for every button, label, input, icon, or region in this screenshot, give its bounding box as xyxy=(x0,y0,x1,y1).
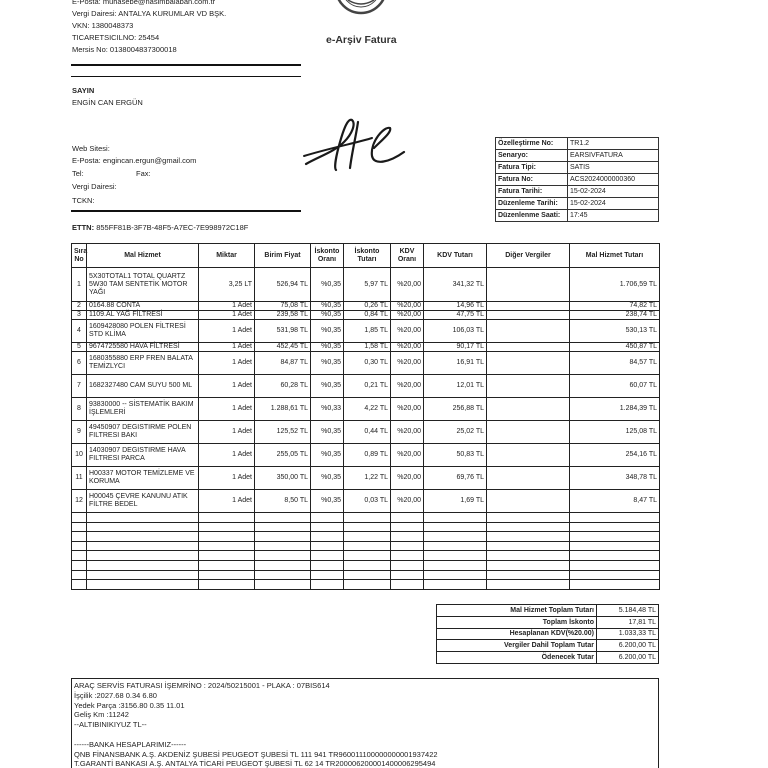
cell-other xyxy=(487,311,570,320)
column-header: Mal Hizmet xyxy=(87,244,199,268)
empty-cell xyxy=(487,580,570,590)
empty-cell xyxy=(72,522,87,532)
empty-cell xyxy=(311,560,344,570)
meta-value: 15-02-2024 xyxy=(568,198,659,210)
empty-cell xyxy=(199,541,255,551)
invoice-notes xyxy=(71,678,659,768)
buyer-tax-office: Vergi Dairesi: xyxy=(72,182,117,191)
cell-name: 1109.AL YAĞ FİLTRESİ xyxy=(87,311,199,320)
empty-cell xyxy=(255,551,311,561)
cell-disc-rate: %0,35 xyxy=(311,490,344,513)
meta-label: Düzenlenme Saati: xyxy=(496,210,568,222)
totals-label: Toplam İskonto xyxy=(437,616,597,628)
note-line: Geliş Km :11242 xyxy=(74,710,129,720)
cell-total: 254,16 TL xyxy=(570,444,660,467)
column-header: Mal Hizmet Tutarı xyxy=(570,244,660,268)
empty-row xyxy=(72,513,660,523)
cell-disc: 0,26 TL xyxy=(344,302,391,311)
cell-disc-rate: %0,35 xyxy=(311,375,344,398)
cell-qty: 1 Adet xyxy=(199,320,255,343)
cell-vat: 25,02 TL xyxy=(424,421,487,444)
cell-vat-rate: %20,00 xyxy=(391,467,424,490)
empty-cell xyxy=(487,522,570,532)
divider xyxy=(71,76,301,77)
cell-no: 5 xyxy=(72,343,87,352)
empty-cell xyxy=(487,513,570,523)
empty-cell xyxy=(87,580,199,590)
meta-value: EARSIVFATURA xyxy=(568,150,659,162)
cell-vat: 12,01 TL xyxy=(424,375,487,398)
empty-cell xyxy=(72,541,87,551)
cell-other xyxy=(487,444,570,467)
column-header: Miktar xyxy=(199,244,255,268)
cell-disc-rate: %0,35 xyxy=(311,268,344,302)
cell-total: 348,78 TL xyxy=(570,467,660,490)
meta-row xyxy=(496,138,659,150)
cell-qty: 1 Adet xyxy=(199,343,255,352)
note-line: ARAÇ SERVİS FATURASI İŞEMRİNO : 2024/50215001 - PLAKA : 07BIS614 xyxy=(74,681,330,690)
table-row xyxy=(72,302,660,311)
cell-disc-rate: %0,35 xyxy=(311,343,344,352)
empty-cell xyxy=(487,532,570,542)
divider xyxy=(71,210,301,212)
cell-disc: 4,22 TL xyxy=(344,398,391,421)
totals-label: Vergiler Dahil Toplam Tutar xyxy=(437,640,597,652)
cell-price: 60,28 TL xyxy=(255,375,311,398)
cell-total: 530,13 TL xyxy=(570,320,660,343)
cell-qty: 1 Adet xyxy=(199,490,255,513)
meta-value: 15-02-2024 xyxy=(568,186,659,198)
cell-vat-rate: %20,00 xyxy=(391,398,424,421)
empty-cell xyxy=(311,541,344,551)
meta-label: Senaryo: xyxy=(496,150,568,162)
cell-name: 9674725580 HAVA FİLTRESİ xyxy=(87,343,199,352)
empty-cell xyxy=(87,541,199,551)
cell-name: H00337 MOTOR TEMİZLEME VE KORUMA xyxy=(87,467,199,490)
cell-other xyxy=(487,375,570,398)
cell-price: 452,45 TL xyxy=(255,343,311,352)
cell-qty: 1 Adet xyxy=(199,375,255,398)
cell-vat: 69,76 TL xyxy=(424,467,487,490)
empty-cell xyxy=(199,551,255,561)
buyer-greeting: SAYIN xyxy=(72,86,95,95)
meta-label: Fatura Tarihi: xyxy=(496,186,568,198)
cell-price: 8,50 TL xyxy=(255,490,311,513)
cell-disc-rate: %0,35 xyxy=(311,467,344,490)
empty-cell xyxy=(87,532,199,542)
totals-value: 5.184,48 TL xyxy=(597,605,659,617)
cell-name: 5X30TOTAL1 TOTAL QUARTZ 5W30 TAM SENTETİK MOTOR YAĞI xyxy=(87,268,199,302)
empty-cell xyxy=(72,570,87,580)
empty-cell xyxy=(72,551,87,561)
empty-cell xyxy=(311,513,344,523)
cell-vat: 14,96 TL xyxy=(424,302,487,311)
totals-label: Mal Hizmet Toplam Tutarı xyxy=(437,605,597,617)
empty-cell xyxy=(391,570,424,580)
cell-qty: 1 Adet xyxy=(199,302,255,311)
note-line: Yedek Parça :3156.80 0.35 11.01 xyxy=(74,700,185,710)
empty-cell xyxy=(255,570,311,580)
empty-cell xyxy=(255,532,311,542)
empty-cell xyxy=(344,580,391,590)
empty-cell xyxy=(424,570,487,580)
table-row xyxy=(72,320,660,343)
empty-cell xyxy=(424,522,487,532)
empty-row xyxy=(72,532,660,542)
seller-trade-registry: TICARETSICILNO: 25454 xyxy=(72,33,160,42)
meta-value: SATIS xyxy=(568,162,659,174)
cell-vat: 106,03 TL xyxy=(424,320,487,343)
seller-tax-office: Vergi Dairesi: ANTALYA KURUMLAR VD BŞK. xyxy=(72,9,227,18)
empty-cell xyxy=(344,560,391,570)
totals-value: 6.200,00 TL xyxy=(597,652,659,664)
cell-vat: 1,69 TL xyxy=(424,490,487,513)
seller-mersis: Mersis No: 0138004837300018 xyxy=(72,45,177,54)
column-header: KDV Tutarı xyxy=(424,244,487,268)
seller-email: E-Posta: muhasebe@nasimbalaban.com.tr xyxy=(72,0,216,6)
cell-disc: 0,84 TL xyxy=(344,311,391,320)
empty-cell xyxy=(570,551,660,561)
seller-vkn: VKN: 1380048373 xyxy=(72,21,134,30)
column-header: KDV Oranı xyxy=(391,244,424,268)
cell-price: 125,52 TL xyxy=(255,421,311,444)
empty-cell xyxy=(570,541,660,551)
meta-row xyxy=(496,198,659,210)
table-row xyxy=(72,398,660,421)
meta-label: Fatura No: xyxy=(496,174,568,186)
totals-row xyxy=(437,652,659,664)
cell-name: 1609428080 POLEN FİLTRESİ STD KLİMA xyxy=(87,320,199,343)
cell-other xyxy=(487,268,570,302)
cell-vat-rate: %20,00 xyxy=(391,311,424,320)
cell-disc-rate: %0,35 xyxy=(311,311,344,320)
empty-cell xyxy=(344,513,391,523)
empty-cell xyxy=(424,532,487,542)
table-row xyxy=(72,343,660,352)
empty-cell xyxy=(424,580,487,590)
cell-other xyxy=(487,320,570,343)
cell-total: 125,08 TL xyxy=(570,421,660,444)
totals-label: Ödenecek Tutar xyxy=(437,652,597,664)
empty-cell xyxy=(344,522,391,532)
column-header: Sıra No xyxy=(72,244,87,268)
cell-name: 14030907 DEGISTIRME HAVA FILTRESI PARCA xyxy=(87,444,199,467)
meta-label: Özelleştirme No: xyxy=(496,138,568,150)
empty-cell xyxy=(199,532,255,542)
cell-disc: 0,89 TL xyxy=(344,444,391,467)
empty-cell xyxy=(344,532,391,542)
invoice-meta-table xyxy=(495,137,659,222)
cell-qty: 1 Adet xyxy=(199,444,255,467)
cell-vat-rate: %20,00 xyxy=(391,343,424,352)
empty-cell xyxy=(199,513,255,523)
empty-cell xyxy=(199,580,255,590)
empty-cell xyxy=(255,560,311,570)
empty-cell xyxy=(487,570,570,580)
cell-disc-rate: %0,35 xyxy=(311,320,344,343)
empty-cell xyxy=(255,513,311,523)
cell-vat-rate: %20,00 xyxy=(391,375,424,398)
meta-row xyxy=(496,162,659,174)
cell-no: 10 xyxy=(72,444,87,467)
cell-no: 11 xyxy=(72,467,87,490)
table-row xyxy=(72,268,660,302)
empty-cell xyxy=(199,522,255,532)
empty-cell xyxy=(570,513,660,523)
empty-cell xyxy=(570,532,660,542)
empty-cell xyxy=(87,560,199,570)
empty-cell xyxy=(87,551,199,561)
cell-other xyxy=(487,343,570,352)
document-title: e-Arşiv Fatura xyxy=(326,34,397,46)
cell-no: 12 xyxy=(72,490,87,513)
empty-row xyxy=(72,522,660,532)
buyer-web: Web Sitesi: xyxy=(72,144,110,153)
cell-price: 350,00 TL xyxy=(255,467,311,490)
cell-total: 60,07 TL xyxy=(570,375,660,398)
cell-no: 1 xyxy=(72,268,87,302)
empty-row xyxy=(72,570,660,580)
cell-price: 1.288,61 TL xyxy=(255,398,311,421)
cell-qty: 1 Adet xyxy=(199,352,255,375)
cell-qty: 1 Adet xyxy=(199,311,255,320)
cell-total: 1.284,39 TL xyxy=(570,398,660,421)
ettn: ETTN: 855FF81B-3F7B-48F5-A7EC-7E998972C18F xyxy=(72,223,249,232)
empty-row xyxy=(72,541,660,551)
empty-cell xyxy=(344,541,391,551)
note-line xyxy=(74,730,656,740)
note-line: T.GARANTİ BANKASI A.Ş. ANTALYA TİCARİ PEUGEOT ŞUBESİ TL 62 14 TR200006200001400006295494 xyxy=(74,759,436,768)
empty-cell xyxy=(391,541,424,551)
meta-value: ACS2024000000360 xyxy=(568,174,659,186)
empty-row xyxy=(72,560,660,570)
empty-cell xyxy=(311,522,344,532)
empty-cell xyxy=(487,541,570,551)
meta-row xyxy=(496,150,659,162)
empty-cell xyxy=(570,580,660,590)
meta-row xyxy=(496,210,659,222)
cell-qty: 1 Adet xyxy=(199,421,255,444)
cell-no: 4 xyxy=(72,320,87,343)
cell-total: 8,47 TL xyxy=(570,490,660,513)
cell-vat-rate: %20,00 xyxy=(391,352,424,375)
empty-cell xyxy=(72,513,87,523)
empty-cell xyxy=(391,560,424,570)
cell-vat-rate: %20,00 xyxy=(391,268,424,302)
totals-value: 17,81 TL xyxy=(597,616,659,628)
empty-cell xyxy=(391,522,424,532)
buyer-tel: Tel: xyxy=(72,169,84,178)
empty-cell xyxy=(87,570,199,580)
cell-no: 7 xyxy=(72,375,87,398)
cell-qty: 3,25 LT xyxy=(199,268,255,302)
cell-price: 75,08 TL xyxy=(255,302,311,311)
cell-vat-rate: %20,00 xyxy=(391,320,424,343)
cell-disc: 5,97 TL xyxy=(344,268,391,302)
buyer-email: E-Posta: engincan.ergun@gmail.com xyxy=(72,156,197,165)
empty-cell xyxy=(255,580,311,590)
table-row xyxy=(72,311,660,320)
empty-cell xyxy=(311,570,344,580)
column-header: Diğer Vergiler xyxy=(487,244,570,268)
empty-row xyxy=(72,580,660,590)
cell-price: 239,58 TL xyxy=(255,311,311,320)
cell-name: 0164.88 CONTA xyxy=(87,302,199,311)
cell-price: 255,05 TL xyxy=(255,444,311,467)
meta-label: Fatura Tipi: xyxy=(496,162,568,174)
cell-total: 1.706,59 TL xyxy=(570,268,660,302)
empty-cell xyxy=(72,532,87,542)
cell-price: 531,98 TL xyxy=(255,320,311,343)
column-header: Birim Fiyat xyxy=(255,244,311,268)
cell-vat-rate: %20,00 xyxy=(391,302,424,311)
table-row xyxy=(72,467,660,490)
empty-cell xyxy=(487,560,570,570)
table-row xyxy=(72,375,660,398)
cell-name: H00045 ÇEVRE KANUNU ATIK FİLTRE BEDEL xyxy=(87,490,199,513)
empty-cell xyxy=(424,560,487,570)
cell-name: 93830000 -- SİSTEMATİK BAKIM İŞLEMLERİ xyxy=(87,398,199,421)
cell-vat: 16,91 TL xyxy=(424,352,487,375)
cell-other xyxy=(487,352,570,375)
cell-total: 238,74 TL xyxy=(570,311,660,320)
cell-disc: 1,85 TL xyxy=(344,320,391,343)
cell-vat: 341,32 TL xyxy=(424,268,487,302)
empty-cell xyxy=(570,522,660,532)
cell-disc-rate: %0,35 xyxy=(311,302,344,311)
totals-value: 1.033,33 TL xyxy=(597,628,659,640)
cell-price: 526,94 TL xyxy=(255,268,311,302)
cell-disc-rate: %0,33 xyxy=(311,398,344,421)
note-line: QNB FİNANSBANK A.Ş. AKDENİZ ŞUBESİ PEUGEOT ŞUBESİ TL 111 941 TR960011100000000001937422 xyxy=(74,749,438,759)
cell-name: 1682327480 CAM SUYU 500 ML xyxy=(87,375,199,398)
meta-row xyxy=(496,186,659,198)
buyer-fax: Fax: xyxy=(136,169,151,178)
divider xyxy=(71,64,301,66)
cell-other xyxy=(487,398,570,421)
cell-vat: 47,75 TL xyxy=(424,311,487,320)
cell-qty: 1 Adet xyxy=(199,398,255,421)
cell-no: 9 xyxy=(72,421,87,444)
cell-other xyxy=(487,467,570,490)
cell-disc-rate: %0,35 xyxy=(311,444,344,467)
cell-vat-rate: %20,00 xyxy=(391,421,424,444)
table-row xyxy=(72,490,660,513)
table-row xyxy=(72,444,660,467)
empty-cell xyxy=(391,580,424,590)
cell-vat: 256,88 TL xyxy=(424,398,487,421)
empty-cell xyxy=(570,570,660,580)
empty-cell xyxy=(87,522,199,532)
empty-cell xyxy=(391,532,424,542)
totals-row xyxy=(437,628,659,640)
cell-total: 84,57 TL xyxy=(570,352,660,375)
empty-cell xyxy=(255,522,311,532)
cell-other xyxy=(487,302,570,311)
meta-row xyxy=(496,174,659,186)
totals-label: Hesaplanan KDV(%20.00) xyxy=(437,628,597,640)
empty-cell xyxy=(255,541,311,551)
buyer-tckn: TCKN: xyxy=(72,196,95,205)
cell-disc: 0,03 TL xyxy=(344,490,391,513)
empty-cell xyxy=(424,513,487,523)
cell-other xyxy=(487,490,570,513)
totals-row xyxy=(437,616,659,628)
empty-cell xyxy=(199,570,255,580)
empty-cell xyxy=(311,532,344,542)
cell-total: 450,87 TL xyxy=(570,343,660,352)
meta-value: TR1.2 xyxy=(568,138,659,150)
cell-vat: 90,17 TL xyxy=(424,343,487,352)
empty-cell xyxy=(72,560,87,570)
buyer-name: ENGİN CAN ERGÜN xyxy=(72,98,143,107)
cell-no: 8 xyxy=(72,398,87,421)
cell-disc: 1,58 TL xyxy=(344,343,391,352)
items-table xyxy=(71,243,660,590)
table-row xyxy=(72,352,660,375)
empty-cell xyxy=(87,513,199,523)
totals-row xyxy=(437,605,659,617)
empty-cell xyxy=(570,560,660,570)
cell-vat-rate: %20,00 xyxy=(391,490,424,513)
cell-total: 74,82 TL xyxy=(570,302,660,311)
empty-cell xyxy=(391,551,424,561)
empty-cell xyxy=(424,541,487,551)
signature xyxy=(300,112,425,184)
empty-row xyxy=(72,551,660,561)
empty-cell xyxy=(344,551,391,561)
note-line: İşçilik :2027.68 0.34 6.80 xyxy=(74,690,157,700)
cell-name: 1680355880 ERP FREN BALATA TEMİZLYCI xyxy=(87,352,199,375)
note-line: --ALTIBINIKIYUZ TL-- xyxy=(74,720,147,730)
table-row xyxy=(72,421,660,444)
empty-cell xyxy=(199,560,255,570)
meta-value: 17:45 xyxy=(568,210,659,222)
gib-seal-logo xyxy=(334,0,388,16)
meta-label: Düzenleme Tarihi: xyxy=(496,198,568,210)
empty-cell xyxy=(311,551,344,561)
column-header: İskonto Tutarı xyxy=(344,244,391,268)
cell-no: 3 xyxy=(72,311,87,320)
cell-disc: 0,21 TL xyxy=(344,375,391,398)
cell-disc-rate: %0,35 xyxy=(311,352,344,375)
empty-cell xyxy=(72,580,87,590)
empty-cell xyxy=(424,551,487,561)
empty-cell xyxy=(344,570,391,580)
totals-table xyxy=(436,604,659,664)
empty-cell xyxy=(311,580,344,590)
cell-qty: 1 Adet xyxy=(199,467,255,490)
cell-no: 6 xyxy=(72,352,87,375)
empty-cell xyxy=(487,551,570,561)
totals-value: 6.200,00 TL xyxy=(597,640,659,652)
cell-disc: 0,44 TL xyxy=(344,421,391,444)
cell-other xyxy=(487,421,570,444)
column-header: İskonto Oranı xyxy=(311,244,344,268)
note-line: ------BANKA HESAPLARIMIZ------ xyxy=(74,739,187,749)
cell-vat-rate: %20,00 xyxy=(391,444,424,467)
cell-disc: 1,22 TL xyxy=(344,467,391,490)
totals-row xyxy=(437,640,659,652)
cell-name: 49450907 DEGISTIRME POLEN FILTRESI BAKI xyxy=(87,421,199,444)
cell-disc: 0,30 TL xyxy=(344,352,391,375)
cell-vat: 50,83 TL xyxy=(424,444,487,467)
cell-disc-rate: %0,35 xyxy=(311,421,344,444)
cell-no: 2 xyxy=(72,302,87,311)
cell-price: 84,87 TL xyxy=(255,352,311,375)
empty-cell xyxy=(391,513,424,523)
